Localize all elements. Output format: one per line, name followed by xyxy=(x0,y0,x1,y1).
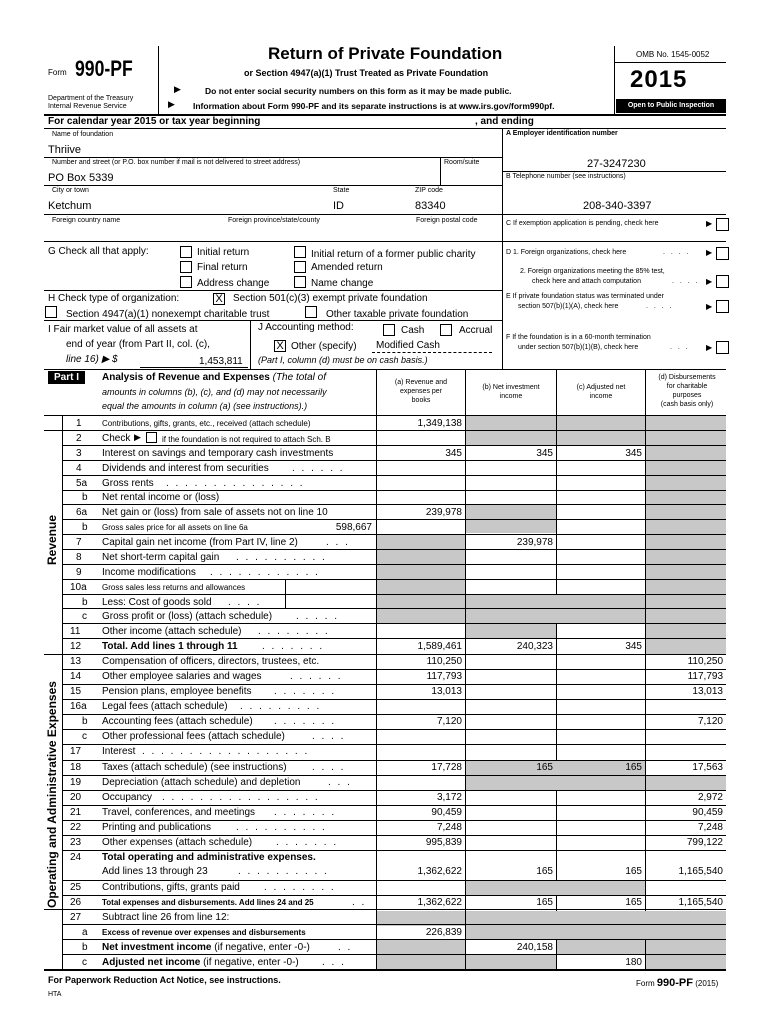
tax-year: 2015 xyxy=(630,66,688,93)
row-12-label: Total. Add lines 1 through 11 xyxy=(102,641,238,652)
row-20-num: 20 xyxy=(70,792,82,803)
row-16b-label: Accounting fees (attach schedule) xyxy=(102,716,253,727)
row-16b-num: b xyxy=(82,716,88,727)
arrow-icon: ▶ xyxy=(134,432,141,442)
row-22-label: Printing and publications xyxy=(102,822,211,833)
row-27b-b: 240,158 xyxy=(516,942,553,953)
foundation-name: Thriive xyxy=(48,144,82,156)
omb-number: OMB No. 1545-0052 xyxy=(636,50,710,59)
col-a-header: (a) Revenue and expenses per books xyxy=(394,379,448,404)
amended-return-label: Amended return xyxy=(311,262,383,273)
initial-return-label: Initial return xyxy=(197,247,250,258)
other-method-checkbox[interactable]: X xyxy=(274,340,286,352)
hta-label: HTA xyxy=(48,991,62,998)
arrow-icon: ▶ xyxy=(174,84,181,94)
side-label-expenses: Operating and Administrative Expenses xyxy=(45,681,59,908)
side-label-revenue: Revenue xyxy=(45,514,59,565)
row-24-a: 1,362,622 xyxy=(417,866,462,877)
row-22-num: 22 xyxy=(70,822,82,833)
row-24-b: 165 xyxy=(536,866,553,877)
f-label-1: F If the foundation is in a 60-month termination xyxy=(506,334,651,341)
row-26-num: 26 xyxy=(70,897,82,908)
row-23-label: Other expenses (attach schedule) xyxy=(102,837,253,848)
row-18-b: 165 xyxy=(536,762,553,773)
amended-return-checkbox[interactable] xyxy=(294,261,306,273)
row-24-label: Total operating and administrative expenses. xyxy=(102,852,316,863)
row-8-num: 8 xyxy=(76,552,82,563)
row-18-d: 17,563 xyxy=(692,762,723,773)
h-label: H Check type of organization: xyxy=(48,293,180,304)
row-14-d: 117,793 xyxy=(687,671,723,682)
row-13-d: 110,250 xyxy=(687,656,723,667)
row-19-num: 19 xyxy=(70,777,82,788)
row-24-c: 165 xyxy=(625,866,642,877)
row-10a-label: Gross sales less returns and allowances xyxy=(102,583,246,592)
open-inspection-badge: Open to Public Inspection xyxy=(616,99,726,113)
part-i-desc-2: amounts in columns (b), (c), and (d) may not necessarily xyxy=(102,387,327,397)
street-label: Number and street (or P.O. box number if mail is not delivered to street address) xyxy=(52,159,301,166)
d1-checkbox[interactable] xyxy=(716,247,729,260)
initial-former-label: Initial return of a former public charity xyxy=(311,249,476,260)
other-method-value: Modified Cash xyxy=(376,340,440,351)
row-16b-d: 7,120 xyxy=(697,716,723,727)
section-4947-checkbox[interactable] xyxy=(45,306,57,318)
room-label: Room/suite xyxy=(444,159,480,166)
row-15-d: 13,013 xyxy=(692,686,723,697)
row-3-c: 345 xyxy=(625,448,642,459)
e-label-2: section 507(b)(1)(A), check here xyxy=(518,303,619,310)
section-501c3-label: Section 501(c)(3) exempt private foundation xyxy=(233,293,428,304)
foundation-name-label: Name of foundation xyxy=(52,131,114,138)
row-22-a: 7,248 xyxy=(436,822,462,833)
page-subtitle: or Section 4947(a)(1) Trust Treated as Private Foundation xyxy=(244,68,489,78)
row-21-d: 90,459 xyxy=(692,807,723,818)
exemption-pending-label: C If exemption application is pending, check here xyxy=(506,220,659,227)
g-label: G Check all that apply: xyxy=(48,246,149,257)
row-24-num: 24 xyxy=(70,852,82,863)
f-label-2: under section 507(b)(1)(B), check here xyxy=(518,344,639,351)
part-i-desc-3: equal the amounts in column (a) (see instructions).) xyxy=(102,401,308,411)
cash-checkbox[interactable] xyxy=(383,324,395,336)
row-6a-a: 239,978 xyxy=(425,507,462,518)
row-11-num: 11 xyxy=(70,626,81,637)
d2-label-1: 2. Foreign organizations meeting the 85% test, xyxy=(520,268,665,275)
row-3-label: Interest on savings and temporary cash investments xyxy=(102,448,334,459)
final-return-label: Final return xyxy=(197,262,248,273)
name-change-checkbox[interactable] xyxy=(294,276,306,288)
row-7-b: 239,978 xyxy=(516,537,553,548)
i-label-1: I Fair market value of all assets at xyxy=(48,324,198,335)
row-12-b: 240,323 xyxy=(516,641,553,652)
row-26-b: 165 xyxy=(536,897,553,908)
row-26-a: 1,362,622 xyxy=(417,897,462,908)
row-2-label: if the foundation is not required to attach Sch. B xyxy=(162,435,331,444)
row-3-b: 345 xyxy=(536,448,553,459)
arrow-icon: ▶ xyxy=(706,219,713,228)
row-6b-inline: 598,667 xyxy=(335,522,372,533)
arrow-icon: ▶ xyxy=(706,277,713,286)
paperwork-notice: For Paperwork Reduction Act Notice, see instructions. xyxy=(48,975,281,985)
col-d-header: (d) Disbursements for charitable purposes (cash basis only) xyxy=(658,374,716,408)
row-17-num: 17 xyxy=(70,746,82,757)
street: PO Box 5339 xyxy=(48,172,114,184)
row-5b-num: b xyxy=(82,492,88,503)
final-return-checkbox[interactable] xyxy=(180,261,192,273)
phone-label: B Telephone number (see instructions) xyxy=(506,173,626,180)
row-26-label: Total expenses and disbursements. Add lines 24 and 25 xyxy=(102,898,314,907)
row-18-num: 18 xyxy=(70,762,82,773)
i-label-3: line 16) ▶ $ xyxy=(66,354,118,365)
notice-info: Information about Form 990-PF and its separate instructions is at www.irs.gov/form990pf. xyxy=(193,101,555,111)
form-label: Form xyxy=(48,68,67,77)
row-13-num: 13 xyxy=(70,656,82,667)
zip-label: ZIP code xyxy=(415,187,443,194)
dept-line2: Internal Revenue Service xyxy=(48,103,127,110)
row-27b-label: Net investment income (if negative, enter -0-) xyxy=(102,942,310,953)
initial-return-checkbox[interactable] xyxy=(180,246,192,258)
row-15-label: Pension plans, employee benefits xyxy=(102,686,252,697)
row-5a-label: Gross rents xyxy=(102,478,154,489)
row-13-label: Compensation of officers, directors, trustees, etc. xyxy=(102,656,320,667)
row-17-label: Interest xyxy=(102,746,136,757)
row-16c-label: Other professional fees (attach schedule) xyxy=(102,731,285,742)
ein: 27-3247230 xyxy=(587,158,646,170)
row-14-num: 14 xyxy=(70,671,82,682)
row-1-a: 1,349,138 xyxy=(417,418,462,429)
row-5a-num: 5a xyxy=(76,478,88,489)
accrual-checkbox[interactable] xyxy=(440,324,452,336)
row-9-num: 9 xyxy=(76,567,82,578)
row-24-d: 1,165,540 xyxy=(678,866,723,877)
row-13-a: 110,250 xyxy=(426,656,462,667)
row-26-c: 165 xyxy=(625,897,642,908)
col-c-header: (c) Adjusted net income xyxy=(576,384,626,400)
city-label: City or town xyxy=(52,187,89,194)
row-7-label: Capital gain net income (from Part IV, line 2) xyxy=(102,537,298,548)
postal-label: Foreign postal code xyxy=(416,217,478,224)
row-21-label: Travel, conferences, and meetings xyxy=(102,807,256,818)
row-27-num: 27 xyxy=(70,912,82,923)
row-16a-label: Legal fees (attach schedule) xyxy=(102,701,228,712)
row-10c-num: c xyxy=(82,611,87,622)
row-20-d: 2,972 xyxy=(697,792,723,803)
arrow-icon: ▶ xyxy=(706,302,713,311)
row-27b-num: b xyxy=(82,942,88,953)
row-16b-a: 7,120 xyxy=(436,716,462,727)
row-27a-a: 226,839 xyxy=(425,927,462,938)
other-taxable-checkbox[interactable] xyxy=(305,306,317,318)
row-18-a: 17,728 xyxy=(431,762,462,773)
row-27a-num: a xyxy=(82,927,88,938)
row-27c-label: Adjusted net income (if negative, enter -0-) xyxy=(102,957,299,968)
row-4-label: Dividends and interest from securities xyxy=(102,463,269,474)
row-7-num: 7 xyxy=(76,537,82,548)
row-12-c: 345 xyxy=(625,641,642,652)
row-23-d: 799,122 xyxy=(686,837,723,848)
state-label: State xyxy=(333,187,350,194)
fair-market-value: 1,453,811 xyxy=(199,356,243,367)
row-22-d: 7,248 xyxy=(697,822,723,833)
row-27-label: Subtract line 26 from line 12: xyxy=(102,912,230,923)
other-specify-label: Other (specify) xyxy=(291,341,357,352)
province-label: Foreign province/state/county xyxy=(228,217,320,224)
row-3-a: 345 xyxy=(445,448,462,459)
part-i-label: Part I xyxy=(48,371,85,384)
row-10c-label: Gross profit or (loss) (attach schedule) xyxy=(102,611,273,622)
row-23-num: 23 xyxy=(70,837,82,848)
col-b-header: (b) Net investment income xyxy=(482,384,540,400)
row-6a-num: 6a xyxy=(76,507,88,518)
state: ID xyxy=(333,200,344,212)
row-19-label: Depreciation (attach schedule) and depletion xyxy=(102,777,301,788)
cash-label: Cash xyxy=(401,325,425,336)
i-label-2: end of year (from Part II, col. (c), xyxy=(66,339,210,350)
row-25-label: Contributions, gifts, grants paid xyxy=(102,882,240,893)
section-501c3-checkbox[interactable]: X xyxy=(213,293,225,305)
arrow-icon: ▶ xyxy=(168,99,175,109)
arrow-icon: ▶ xyxy=(706,343,713,352)
f-checkbox[interactable] xyxy=(716,341,729,354)
row-14-a: 117,793 xyxy=(426,671,462,682)
section-4947-label: Section 4947(a)(1) nonexempt charitable trust xyxy=(66,309,270,320)
row-10b-num: b xyxy=(82,597,88,608)
zip: 83340 xyxy=(415,200,446,212)
row-12-num: 12 xyxy=(70,641,82,652)
row-6a-label: Net gain or (loss) from sale of assets not on line 10 xyxy=(102,507,328,518)
row-20-label: Occupancy xyxy=(102,792,153,803)
calendar-year-label: For calendar year 2015 or tax year beginning xyxy=(48,116,261,127)
e-checkbox[interactable] xyxy=(716,300,729,313)
row-15-a: 13,013 xyxy=(431,686,462,697)
country-label: Foreign country name xyxy=(52,217,121,224)
footer-form-label: Form 990-PF (2015) xyxy=(636,977,719,989)
d1-label: D 1. Foreign organizations, check here xyxy=(506,249,627,256)
name-change-label: Name change xyxy=(311,278,374,289)
schedule-b-checkbox[interactable] xyxy=(146,432,157,443)
row-10b-label: Less: Cost of goods sold xyxy=(102,597,212,608)
row-18-c: 165 xyxy=(625,762,642,773)
row-6b-num: b xyxy=(82,522,88,533)
form-number: 990-PF xyxy=(75,56,133,81)
row-21-a: 90,459 xyxy=(431,807,462,818)
address-change-label: Address change xyxy=(197,278,270,289)
row-26-d: 1,165,540 xyxy=(678,897,723,908)
row-27c-c: 180 xyxy=(625,957,642,968)
row-6b-label: Gross sales price for all assets on line 6a xyxy=(102,523,248,532)
arrow-icon: ▶ xyxy=(706,248,713,257)
row-11-label: Other income (attach schedule) xyxy=(102,626,242,637)
row-14-label: Other employee salaries and wages xyxy=(102,671,262,682)
accrual-label: Accrual xyxy=(459,325,493,336)
row-21-num: 21 xyxy=(70,807,82,818)
e-label-1: E If private foundation status was terminated under xyxy=(506,293,664,300)
d2-checkbox[interactable] xyxy=(716,275,729,288)
row-9-label: Income modifications xyxy=(102,567,196,578)
j-label: J Accounting method: xyxy=(258,322,354,333)
row-16a-num: 16a xyxy=(70,701,87,712)
address-change-checkbox[interactable] xyxy=(180,276,192,288)
row-23-a: 995,839 xyxy=(425,837,462,848)
row-5b-label: Net rental income or (loss) xyxy=(102,492,220,503)
row-16c-num: c xyxy=(82,731,87,742)
other-taxable-label: Other taxable private foundation xyxy=(326,309,469,320)
row-25-num: 25 xyxy=(70,882,82,893)
row-1-label: Contributions, gifts, grants, etc., received (attach schedule) xyxy=(102,419,311,428)
row-3-num: 3 xyxy=(76,448,82,459)
cash-basis-note: (Part I, column (d) must be on cash basis.) xyxy=(258,355,428,365)
ein-label: A Employer identification number xyxy=(506,130,618,137)
phone: 208-340-3397 xyxy=(583,200,652,212)
notice-ssn: Do not enter social security numbers on this form as it may be made public. xyxy=(205,86,512,96)
row-1-num: 1 xyxy=(76,418,82,429)
row-27a-label: Excess of revenue over expenses and disbursements xyxy=(102,928,306,937)
row-27c-num: c xyxy=(82,957,87,968)
exemption-pending-checkbox[interactable] xyxy=(716,218,729,231)
row-20-a: 3,172 xyxy=(436,792,462,803)
row-2-check-label: Check xyxy=(102,433,131,444)
city: Ketchum xyxy=(48,200,92,212)
row-4-num: 4 xyxy=(76,463,82,474)
dept-line1: Department of the Treasury xyxy=(48,95,134,102)
row-15-num: 15 xyxy=(70,686,82,697)
row-18-label: Taxes (attach schedule) (see instructions) xyxy=(102,762,287,773)
row-8-label: Net short-term capital gain xyxy=(102,552,220,563)
d2-label-2: check here and attach computation xyxy=(532,278,641,285)
row-12-a: 1,589,461 xyxy=(417,641,462,652)
row-10a-num: 10a xyxy=(70,582,87,593)
row-24-label-2: Add lines 13 through 23 xyxy=(102,866,208,877)
and-ending-label: , and ending xyxy=(475,116,534,127)
page-title: Return of Private Foundation xyxy=(268,44,503,63)
part-i-title: Analysis of Revenue and Expenses (The total of xyxy=(102,372,326,383)
row-2-num: 2 xyxy=(76,433,82,444)
initial-former-checkbox[interactable] xyxy=(294,246,306,258)
